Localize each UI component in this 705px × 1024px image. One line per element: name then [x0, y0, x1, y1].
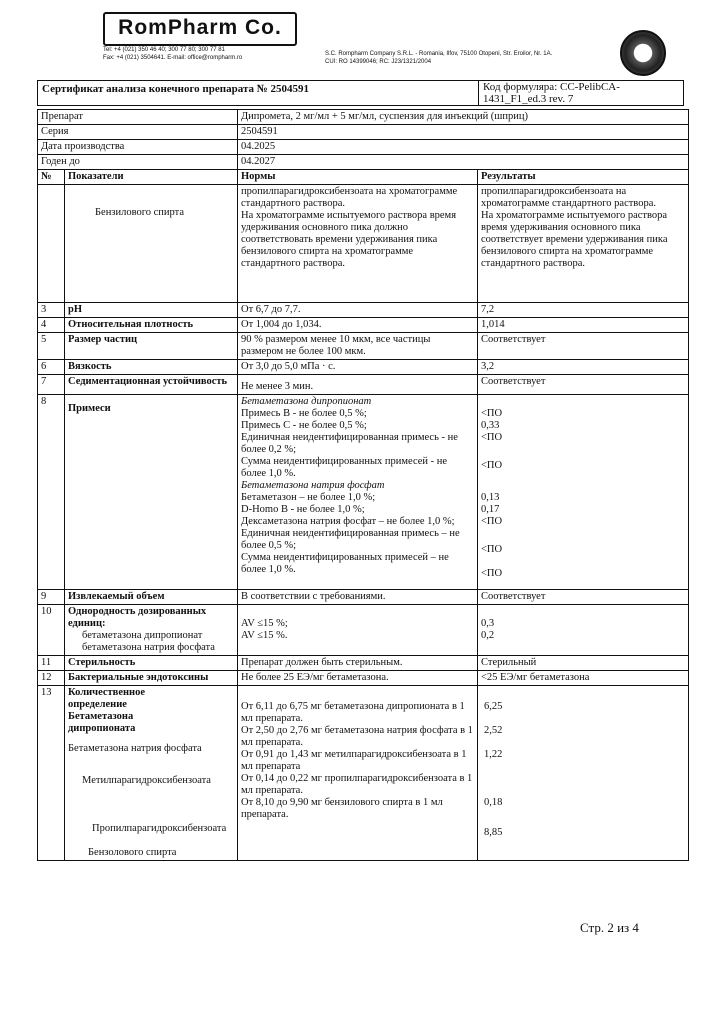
impurity-group-title: Бетаметазона дипропионат — [241, 396, 372, 407]
indicator-sub: бетаметазона дипропионат — [82, 630, 203, 641]
row-indicator: Стерильность — [65, 656, 238, 671]
expiry-label: Годен до — [38, 155, 238, 170]
row-result: Стерильный — [478, 656, 689, 671]
impurity-norm: Сумма неидентифицированных примесей - не более 1,0 %. — [241, 456, 448, 479]
col-norms: Нормы — [238, 170, 478, 185]
row-num: 5 — [38, 333, 65, 360]
impurity-norm: Бетаметазон – не более 1,0 %; — [241, 492, 376, 503]
result-line: 0,18 — [484, 797, 503, 808]
row-norm: От 3,0 до 5,0 мПа · с. — [238, 360, 478, 375]
table-row — [38, 303, 689, 318]
table-row — [38, 185, 689, 303]
row-num: 13 — [38, 686, 65, 861]
row-result: Соответствует — [478, 590, 689, 605]
table-row — [38, 395, 689, 590]
row-result: 1,014 — [478, 318, 689, 333]
row-indicator — [65, 686, 238, 861]
table-row — [38, 590, 689, 605]
indicator-sub: бетаметазона натрия фосфата — [82, 642, 215, 653]
row-result — [478, 185, 689, 303]
norm-line: AV ≤15 %; — [241, 618, 288, 629]
impurity-result: <ПО — [481, 432, 503, 443]
row-result: Соответствует — [478, 375, 689, 395]
impurity-norm: D-Homo B - не более 1,0 %; — [241, 504, 365, 515]
row-norm — [238, 395, 478, 590]
result-line: 0,3 — [481, 618, 495, 629]
row-result: 3,2 — [478, 360, 689, 375]
row-num: 11 — [38, 656, 65, 671]
row-norm: 90 % размером менее 10 мкм, все частицы размером не более 100 мкм. — [238, 333, 478, 360]
certificate-title: Сертификат анализа конечного препарата № 2504591 — [38, 81, 479, 106]
result-line: 1,22 — [484, 749, 503, 760]
indicator-title: Количественное определение Бетаметазона дипропионата — [68, 687, 146, 734]
row-indicator: Извлекаемый объем — [65, 590, 238, 605]
result-line: 6,25 — [484, 701, 503, 712]
impurity-result: <ПО — [481, 568, 503, 579]
row-num: 4 — [38, 318, 65, 333]
row-num: 7 — [38, 375, 65, 395]
table-row — [38, 671, 689, 686]
column-headers — [38, 170, 689, 185]
indicator-title: Однородность дозированных единиц: — [68, 606, 207, 629]
product-value: Дипромета, 2 мг/мл + 5 мг/мл, суспензия для инъекций (шприц) — [238, 110, 689, 125]
row-indicator: pH — [65, 303, 238, 318]
impurity-result: 0,13 — [481, 492, 500, 503]
col-results: Результаты — [478, 170, 689, 185]
expiry-value: 04.2027 — [238, 155, 689, 170]
manufacture-row — [38, 140, 689, 155]
result-line: пропилпарагидроксибензоата на хроматограмме стандартного раствора. — [481, 186, 656, 209]
page-number: Стр. 2 из 4 — [580, 920, 639, 935]
impurity-group-title: Бетаметазона натрия фосфат — [241, 480, 385, 491]
row-indicator: Бактериальные эндотоксины — [65, 671, 238, 686]
row-indicator: Примеси — [65, 395, 238, 590]
row-num: 9 — [38, 590, 65, 605]
result-line: 0,2 — [481, 630, 495, 641]
analysis-table — [37, 109, 689, 861]
impurity-norm: Примесь B - не более 0,5 %; — [241, 408, 367, 419]
row-indicator: Бензилового спирта — [65, 185, 238, 303]
impurity-result: <ПО — [481, 516, 503, 527]
norm-line: От 0,91 до 1,43 мг метилпарагидроксибензоата в 1 мл препарата — [241, 749, 467, 772]
table-row — [38, 656, 689, 671]
row-result: 7,2 — [478, 303, 689, 318]
row-norm: В соответствии с требованиями. — [238, 590, 478, 605]
table-row — [38, 605, 689, 656]
company-fax-email: Fax: +4 (021) 3504641. E-mail: office@rompharm.ro — [103, 55, 243, 61]
row-norm: От 6,7 до 7,7. — [238, 303, 478, 318]
result-line: 8,85 — [484, 827, 503, 838]
impurity-result: 0,17 — [481, 504, 500, 515]
row-indicator — [65, 605, 238, 656]
col-indicator: Показатели — [65, 170, 238, 185]
manufacture-value: 04.2025 — [238, 140, 689, 155]
manufacture-label: Дата производства — [38, 140, 238, 155]
row-num: 12 — [38, 671, 65, 686]
row-result: <25 ЕЭ/мг бетаметазона — [478, 671, 689, 686]
row-norm — [238, 605, 478, 656]
row-result: Соответствует — [478, 333, 689, 360]
impurity-result: 0,33 — [481, 420, 500, 431]
formulary-code: Код формуляра: CC-PelibCA-1431_F1_ed.3 rev. 7 — [479, 81, 684, 106]
row-norm — [238, 185, 478, 303]
company-seal-icon — [620, 30, 666, 76]
row-result — [478, 605, 689, 656]
impurity-norm: Единичная неидентифицированная примесь – не более 0,5 %; — [241, 528, 460, 551]
row-num: 10 — [38, 605, 65, 656]
table-row — [38, 375, 689, 395]
row-indicator: Размер частиц — [65, 333, 238, 360]
impurity-norm: Примесь C - не более 0,5 %; — [241, 420, 367, 431]
indicator-sub: Бетаметазона натрия фосфата — [68, 743, 202, 754]
row-num: 8 — [38, 395, 65, 590]
expiry-row — [38, 155, 689, 170]
norm-line: От 0,14 до 0,22 мг пропилпарагидроксибензоата в 1 мл препарата. — [241, 773, 473, 796]
series-row — [38, 125, 689, 140]
row-norm — [238, 686, 478, 861]
impurity-norm: Сумма неидентифицированных примесей – не более 1,0 %. — [241, 552, 449, 575]
row-norm: Препарат должен быть стерильным. — [238, 656, 478, 671]
impurity-result: <ПО — [481, 408, 503, 419]
norm-line: На хроматограмме испытуемого раствора время удерживания основного пика должно соответствовать времени удерживания пика бензилового спирта на хроматограмме стандартного раствора. — [241, 210, 457, 269]
impurity-result: <ПО — [481, 544, 503, 555]
indicator-sub: Пропилпарагидроксибензоата — [92, 823, 227, 834]
result-line: 2,52 — [484, 725, 503, 736]
table-row — [38, 318, 689, 333]
series-label: Серия — [38, 125, 238, 140]
company-address: S.C. Rompharm Company S.R.L. - Romania, Ilfov, 75100 Otopeni, Str. Eroilor, Nr. 1A. — [325, 51, 553, 57]
series-value: 2504591 — [238, 125, 689, 140]
norm-line: От 6,11 до 6,75 мг бетаметазона дипропионата в 1 мл препарата. — [241, 701, 465, 724]
norm-line: От 2,50 до 2,76 мг бетаметазона натрия фосфата в 1 мл препарата. — [241, 725, 473, 748]
table-row — [38, 360, 689, 375]
indicator-sub: Метилпарагидроксибензоата — [82, 775, 211, 786]
row-num: 3 — [38, 303, 65, 318]
row-result — [478, 686, 689, 861]
col-num: № — [38, 170, 65, 185]
indicator-sub: Бензолового спирта — [88, 847, 177, 858]
row-norm: Не менее 3 мин. — [238, 375, 478, 395]
table-row — [38, 686, 689, 861]
norm-line: От 8,10 до 9,90 мг бензилового спирта в 1 мл препарата. — [241, 797, 443, 820]
impurity-norm: Единичная неидентифицированная примесь - не более 0,2 %; — [241, 432, 458, 455]
row-indicator: Седиментационная устойчивость — [65, 375, 238, 395]
row-num: 6 — [38, 360, 65, 375]
product-row — [38, 110, 689, 125]
impurity-norm: Дексаметазона натрия фосфат – не более 1,0 %; — [241, 516, 455, 527]
row-indicator: Относительная плотность — [65, 318, 238, 333]
norm-line: AV ≤15 %. — [241, 630, 288, 641]
row-result — [478, 395, 689, 590]
table-row — [38, 333, 689, 360]
norm-line: пропилпарагидроксибензоата на хроматограмме стандартного раствора. — [241, 186, 458, 209]
impurity-result: <ПО — [481, 460, 503, 471]
company-logo: RomPharm Co. — [103, 12, 297, 46]
row-norm: Не более 25 ЕЭ/мг бетаметазона. — [238, 671, 478, 686]
product-label: Препарат — [38, 110, 238, 125]
result-line: На хроматограмме испытуемого раствора время удерживания основного пика соответствует времени удерживания пика бензилового спирта на хроматограмме стандартного раствора. — [481, 210, 668, 269]
row-norm: От 1,004 до 1,034. — [238, 318, 478, 333]
row-indicator: Вязкость — [65, 360, 238, 375]
company-phones: Tel: +4 (021) 350 46 40; 300 77 80; 300 77 81 — [103, 47, 225, 53]
certificate-header — [37, 80, 684, 106]
company-registration: CUI: RO 14399046; RC: J23/1321/2004 — [325, 59, 432, 65]
